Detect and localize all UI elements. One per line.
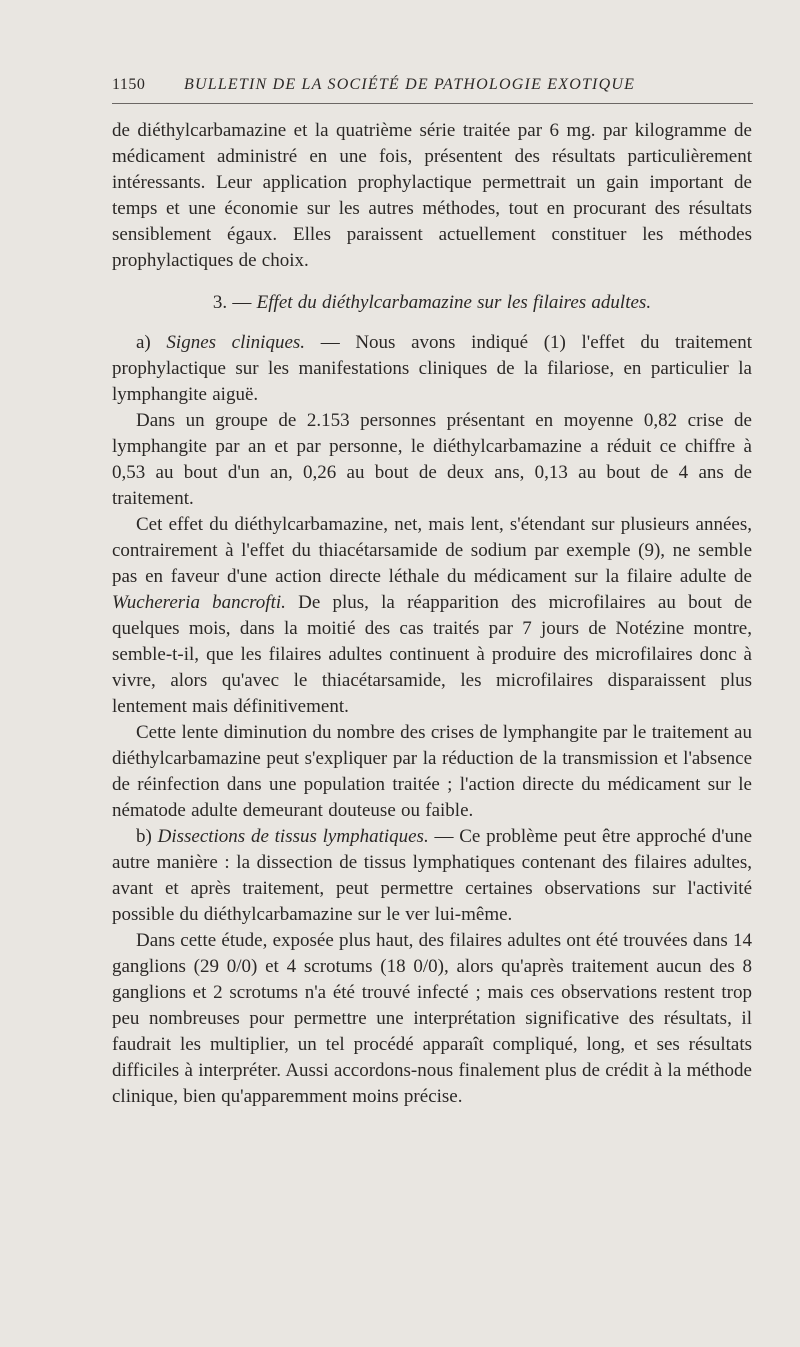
page-header xyxy=(112,76,752,100)
paragraph-text: — Ce problème peut être approché d'une autre manière : la dissection de tissus lymphatiques contenant des filaires adultes, avant et après traitement, peut permettre certaines observations sur l'activité possible du diéthylcarbamazine sur le ver lui-même. xyxy=(112,826,753,925)
paragraph-slow-decrease: Cette lente diminution du nombre des crises de lymphangite par le traitement au diéthylcarbamazine peut s'expliquer par la réduction de la transmission et l'absence de réinfection dans une population traitée ; l'action directe du médicament sur le nématode adulte demeurant douteuse ou faible. xyxy=(112,722,752,821)
subsection-heading: Signes cliniques. xyxy=(166,332,306,353)
paragraph-study: Dans cette étude, exposée plus haut, des filaires adultes ont été trouvées dans 14 ganglions (29 0/0) et 4 scrotums (18 0/0), alors qu'après traitement aucun des 8 ganglions et 2 scrotums n'a été trouvé infecté ; mais ces observations restent trop peu nombreuses pour permettre une interprétation significative des résultats, il faudrait les multiplier, un tel procédé apparaît compliqué, long, et ses résultats difficiles à interpréter. Aussi accordons-nous finalement plus de crédit à la méthode clinique, bien qu'apparemment moins précise. xyxy=(112,930,752,1107)
subsection-label: a) xyxy=(136,332,151,353)
paragraph-dissections xyxy=(112,824,752,928)
paragraph-group-results: Dans un groupe de 2.153 personnes présentant en moyenne 0,82 crise de lymphangite par an et par personne, le diéthylcarbamazine a réduit ce chiffre à 0,53 au bout d'un an, 0,26 au bout de deux ans, 0,13 au bout de 4 ans de traitement. xyxy=(112,410,752,509)
paragraph-text: — Nous avons indiqué (1) l'effet du traitement prophylactique sur les manifestations cliniques de la filariose, en particulier la lymphangite aiguë. xyxy=(112,332,753,405)
paragraph-continued: de diéthylcarbamazine et la quatrième série traitée par 6 mg. par kilogramme de médicament administré en une fois, présentent des résultats particulièrement intéressants. Leur application prophylactique permettrait un gain important de temps et une économie sur les autres méthodes, tout en procurant des résultats sensiblement égaux. Elles paraissent actuellement constituer les méthodes prophylactiques de choix. xyxy=(112,120,752,271)
section-number: 3. — xyxy=(212,292,252,313)
section-title: Effet du diéthylcarbamazine sur les filaires adultes. xyxy=(256,292,652,313)
subsection-heading: Dissections de tissus lymphatiques. xyxy=(157,826,429,847)
subsection-label: b) xyxy=(136,826,152,847)
section-heading xyxy=(112,290,752,316)
page-number: 1150 xyxy=(112,76,146,93)
running-title: BULLETIN DE LA SOCIÉTÉ DE PATHOLOGIE EXOTIQUE xyxy=(184,76,636,93)
article-body xyxy=(112,118,752,1110)
species-name: Wuchereria bancrofti. xyxy=(112,592,286,613)
paragraph-effect xyxy=(112,512,752,720)
paragraph-clinical-signs xyxy=(112,330,752,408)
paragraph-text: De plus, la réapparition des microfilaires au bout de quelques mois, dans la moitié des cas traités par 7 jours de Notézine montre, semble-t-il, que les filaires adultes continuent à produire des microfilaires donc à vivre, alors qu'avec le thiacétarsamide, les microfilaires disparaissent plus lentement mais définitivement. xyxy=(112,592,753,717)
header-rule xyxy=(112,103,753,104)
paragraph-text: Cet effet du diéthylcarbamazine, net, mais lent, s'étendant sur plusieurs années, contrairement à l'effet du thiacétarsamide de sodium par exemple (9), ne semble pas en faveur d'une action directe léthale du médicament sur la filaire adulte de xyxy=(112,514,752,587)
